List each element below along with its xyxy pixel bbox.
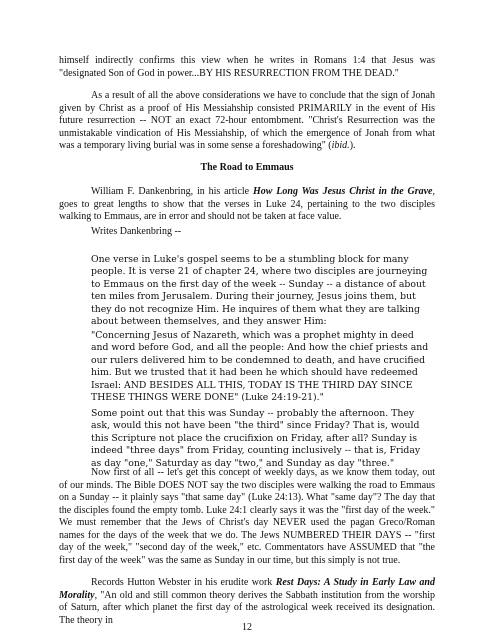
- paragraph-romans: himself indirectly confirms this view when he writes in Romans 1:4 that Jesus was "designated Son of God in power...BY HIS RESURRECTION FROM THE DEAD.": [59, 55, 435, 79]
- page-number: 12: [242, 622, 252, 633]
- paragraph-sign-of-jonah: As a result of all the above considerations we have to conclude that the sign of Jonah given by Christ as a proof of His Messiahship consisted PRIMARILY in the event of His future resurrection -- NOT an exact 72-hour entombment. "Christ's Resurrection was the unmistakable vindication of His Messiahship, of which the emergence of Jonah from what was a temporary living burial was in some sense a foreshadowing" (ibid.).: [59, 90, 435, 151]
- paragraph-weekly-days: Now first of all -- let's get this concept of weekly days, as we know them today, out of our minds. The Bible DOES NOT say the two disciples were walking the road to Emmaus on a Sunday -- it plainly says "that same day" (Luke 24:13). What "same day"? The day that the disciples found the empty tomb. Luke 24:1 clearly says it was the "first day of the week." We must remember that the Jews of Christ's day NEVER used the pagan Greco/Roman names for the days of the week that we do. The Jews NUMBERED THEIR DAYS -- "first day of the week," "second day of the week," etc. Commentators have ASSUMED that "the first day of the week" was the same as Sunday in our time, but this simply is not true.: [59, 467, 435, 566]
- paragraph-hutton-webster: Records Hutton Webster in his erudite work Rest Days: A Study in Early Law and Morality, "An old and still common theory derives the Sabbath institution from the worship of Saturn, after which planet the first day of the astrological week received its designation. The theory in: [59, 577, 435, 626]
- quote-paragraph-3: Some point out that this was Sunday -- probably the afternoon. They ask, would this not have been "the third" since Friday? That is, would this Scripture not place the crucifixion on Friday, after all? Sunday is indeed "three days" from Friday, counting inclusively -- that is, Friday as day "one," Saturday as day "two," and Sunday as day "three.": [91, 408, 421, 469]
- quote-paragraph-1: One verse in Luke's gospel seems to be a stumbling block for many people. It is verse 21 of chapter 24, where two disciples are journeying to Emmaus on the first day of the week -- Sunday -- a distance of about ten miles from Jerusalem. During their journey, Jesus joins them, but they do not recognize Him. He inquires of them what they are talking about between themselves, and they answer Him:: [91, 254, 428, 328]
- book-title: Rest Days: A Study in Early Law and Morality: [59, 577, 435, 601]
- section-heading: The Road to Emmaus: [200, 162, 294, 173]
- article-title: How Long Was Jesus Christ in the Grave: [252, 186, 433, 197]
- paragraph-writes: Writes Dankenbring --: [91, 226, 182, 237]
- paragraph-dankenbring-intro: William F. Dankenbring, in his article How Long Was Jesus Christ in the Grave, goes to great lengths to show that the verses in Luke 24, pertaining to the two disciples walking to Emmaus, are in error and should not be taken at face value.: [59, 186, 436, 222]
- quote-paragraph-2: "Concerning Jesus of Nazareth, which was a prophet mighty in deed and word before God, and all the people: And how the chief priests and our rulers delivered him to be condemned to death, and have crucified him. But we trusted that it had been he which should have redeemed Israel: AND BESIDES ALL THIS, TODAY IS THE THIRD DAY SINCE THESE THINGS WERE DONE" (Luke 24:19-21).": [91, 330, 429, 404]
- ibid-citation: ibid.: [331, 140, 350, 151]
